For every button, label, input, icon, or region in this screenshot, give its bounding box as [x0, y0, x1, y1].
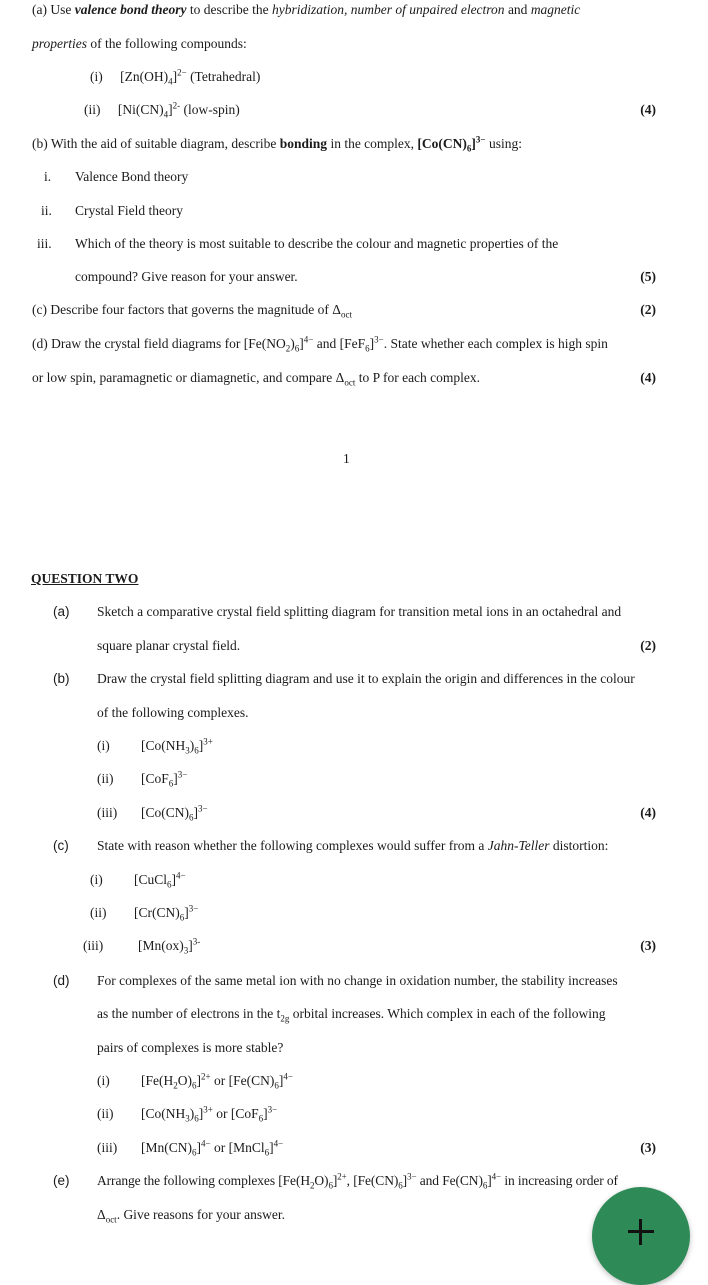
- q1a-mark: (4): [640, 102, 656, 117]
- q2d-item-i: (i) $[Fe(H_2O)_6]^{2+}$ or $[Fe(CN)_6]^{4-}$: [97, 1071, 293, 1091]
- q2e-line2: $\Delta_{oct}$. Give reasons for your answer.: [97, 1207, 286, 1225]
- q2c-item-i: (i) [CuCl$_6$]$^{4-}$: [90, 870, 186, 890]
- formula: $[Co(NH_3)_6]^{3+}$ or $[CoF_6]^{3-}$: [141, 1104, 278, 1124]
- q1b-line1: (b) With the aid of suitable diagram, describe bonding in the complex, $[Co(CN)_6]^{3-}$ using:: [32, 134, 522, 154]
- q2a-line1: Sketch a comparative crystal field splitting diagram for transition metal ions in an octahedral and: [97, 604, 622, 619]
- q1b-item-iii-text: Which of the theory is most suitable to describe the colour and magnetic properties of the: [75, 236, 559, 251]
- q1b-item-i-text: Valence Bond theory: [75, 169, 189, 184]
- formula: $[Ni(CN)_4]^{2-}$ (low-spin): [117, 100, 240, 120]
- q1b-item-iii: iii.: [37, 236, 52, 251]
- q1b-mark: (5): [640, 269, 656, 284]
- formula: $[Co(NH_3)_6]^{3+}$: [141, 736, 213, 756]
- formula: $[Mn(CN)_6]^{4-}$ or [MnCl$_6$]$^{4-}$: [141, 1138, 284, 1158]
- q2b-mark: (4): [640, 805, 656, 820]
- q1a-item-i: (i) $[Zn(OH)_4]^{2-}$ (Tetrahedral): [90, 67, 261, 87]
- q2c-label: (c): [53, 838, 69, 853]
- q1a-line2: properties of the following compounds:: [32, 36, 247, 51]
- q1b-item-ii: ii.: [41, 203, 52, 218]
- q2d-line2: as the number of electrons in the $t_{2g}$ orbital increases. Which complex in each of the following: [97, 1006, 606, 1024]
- q1d-line1: (d) Draw the crystal field diagrams for $[Fe(NO_2)_6]^{4-}$ and $[FeF_6]^{3-}$. State whether each complex is high spin: [32, 334, 608, 354]
- q1a-item-ii: (ii) $[Ni(CN)_4]^{2-}$ (low-spin): [84, 100, 240, 120]
- q2d-item-iii: (iii) $[Mn(CN)_6]^{4-}$ or [MnCl$_6$]$^{4-}$: [97, 1138, 284, 1158]
- q2b-item-ii: (ii) $[CoF_6]^{3-}$: [97, 769, 188, 789]
- q2c-item-ii: (ii) $[Cr(CN)_6]^{3-}$: [90, 903, 199, 923]
- q1b-item-ii-text: Crystal Field theory: [75, 203, 183, 218]
- q2b-item-i: (i) $[Co(NH_3)_6]^{3+}$: [97, 736, 213, 756]
- formula: [CuCl$_6$]$^{4-}$: [134, 870, 186, 890]
- q2b-label: (b): [53, 671, 70, 686]
- q1a-line1: (a) Use valence bond theory to describe the hybridization, number of unpaired electron and magnetic: [32, 2, 581, 17]
- q2e-line1: Arrange the following complexes $[Fe(H_2O)_6]^{2+}$, $[Fe(CN)_6]^{3-}$ and $Fe(CN)_6]^{4-}$ in increasing order of: [97, 1171, 618, 1191]
- q2d-line3: pairs of complexes is more stable?: [97, 1040, 284, 1055]
- q1b-continuation: compound? Give reason for your answer.: [75, 269, 298, 284]
- q2b-line2: of the following complexes.: [97, 705, 249, 720]
- q2c-mark: (3): [640, 938, 656, 953]
- formula: $[Fe(H_2O)_6]^{2+}$ or $[Fe(CN)_6]^{4-}$: [141, 1071, 293, 1091]
- formula: $[Cr(CN)_6]^{3-}$: [134, 903, 199, 923]
- q2d-mark: (3): [640, 1140, 656, 1155]
- formula: $[Zn(OH)_4]^{2-}$ (Tetrahedral): [120, 67, 261, 87]
- formula: $[CoF_6]^{3-}$: [141, 769, 188, 789]
- formula: $[Mn(ox)_3]^{3-}$: [138, 936, 201, 956]
- q2e-label: (e): [53, 1173, 70, 1188]
- q2a-mark: (2): [640, 638, 656, 653]
- q2a-line2: square planar crystal field.: [97, 638, 241, 653]
- q2a-label: (a): [53, 604, 70, 619]
- q1c-mark: (2): [640, 302, 656, 317]
- q1b-item-i: i.: [44, 169, 52, 184]
- q1d-mark: (4): [640, 370, 656, 385]
- q2b-line1: Draw the crystal field splitting diagram and use it to explain the origin and differences in the colour: [97, 671, 635, 686]
- q2d-label: (d): [53, 973, 70, 988]
- q2c-item-iii: (iii) $[Mn(ox)_3]^{3-}$: [83, 936, 201, 956]
- q2b-item-iii: (iii) $[Co(CN)_6]^{3-}$: [97, 803, 208, 823]
- add-fab-button[interactable]: [592, 1187, 690, 1285]
- q1c-line: (c) Describe four factors that governs the magnitude of $\Delta_{oct}$: [32, 302, 352, 320]
- formula: $[Co(CN)_6]^{3-}$: [141, 803, 208, 823]
- q2d-line1: For complexes of the same metal ion with no change in oxidation number, the stability increases: [97, 973, 618, 988]
- q2d-item-ii: (ii) $[Co(NH_3)_6]^{3+}$ or $[CoF_6]^{3-}$: [97, 1104, 278, 1124]
- page-number: 1: [343, 451, 350, 466]
- plus-icon: [626, 1217, 656, 1247]
- q2c-line1: State with reason whether the following complexes would suffer from a Jahn-Teller distortion:: [97, 838, 609, 853]
- q1d-line2: or low spin, paramagnetic or diamagnetic, and compare $\Delta_{oct}$ to P for each complex.: [32, 370, 481, 388]
- q2-heading: QUESTION TWO: [31, 571, 139, 586]
